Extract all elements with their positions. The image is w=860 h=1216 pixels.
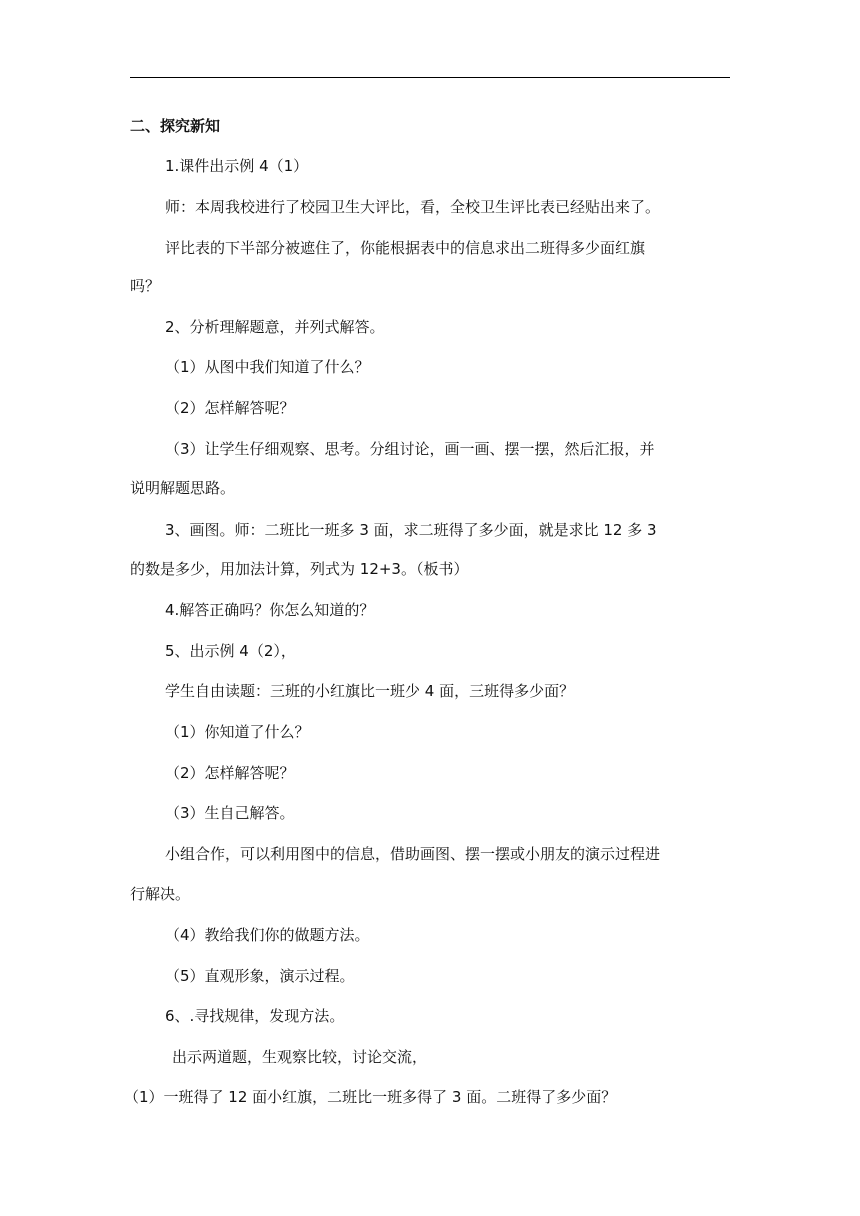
section-heading: 二、探究新知 — [130, 117, 221, 135]
paragraph-line: 5、出示例 4（2）， — [165, 642, 296, 660]
paragraph-line: （1）你知道了什么？ — [165, 723, 310, 741]
paragraph-line: （2）怎样解答呢？ — [165, 399, 295, 417]
paragraph-line: （1）从图中我们知道了什么？ — [165, 358, 370, 376]
paragraph-line: （4）教给我们你的做题方法。 — [165, 926, 370, 944]
paragraph-line: 小组合作，可以利用图中的信息，借助画图、摆一摆或小朋友的演示过程进 — [165, 845, 661, 863]
paragraph-line: （3）让学生仔细观察、思考。分组讨论，画一画、摆一摆，然后汇报，并 — [165, 440, 655, 458]
paragraph-line: 出示两道题，生观察比较，讨论交流， — [172, 1048, 428, 1066]
paragraph-line: 2、分析理解题意，并列式解答。 — [165, 318, 385, 336]
paragraph-line: 6、.寻找规律，发现方法。 — [165, 1007, 345, 1025]
paragraph-line: 的数是多少，用加法计算，列式为 12+3。（板书） — [130, 560, 469, 578]
paragraph-line: 评比表的下半部分被遮住了，你能根据表中的信息求出二班得多少面红旗 — [165, 239, 646, 257]
paragraph-line: （3）生自己解答。 — [165, 804, 295, 822]
paragraph-line: 1.课件出示例 4（1） — [165, 157, 309, 175]
paragraph-line: 4.解答正确吗？你怎么知道的？ — [165, 601, 375, 619]
paragraph-line: 学生自由读题：三班的小红旗比一班少 4 面，三班得多少面？ — [165, 682, 575, 700]
paragraph-line: （1）一班得了 12 面小红旗，二班比一班多得了 3 面。二班得了多少面？ — [124, 1088, 617, 1106]
header-rule — [130, 77, 730, 78]
paragraph-line: 说明解题思路。 — [130, 479, 236, 497]
paragraph-line: 师：本周我校进行了校园卫生大评比，看，全校卫生评比表已经贴出来了。 — [165, 198, 661, 216]
paragraph-line: 吗？ — [130, 277, 161, 295]
paragraph-line: （2）怎样解答呢？ — [165, 764, 295, 782]
paragraph-line: 行解决。 — [130, 885, 191, 903]
paragraph-line: 3、画图。师：二班比一班多 3 面，求二班得了多少面，就是求比 12 多 3 — [165, 521, 657, 539]
paragraph-line: （5）直观形象，演示过程。 — [165, 967, 355, 985]
